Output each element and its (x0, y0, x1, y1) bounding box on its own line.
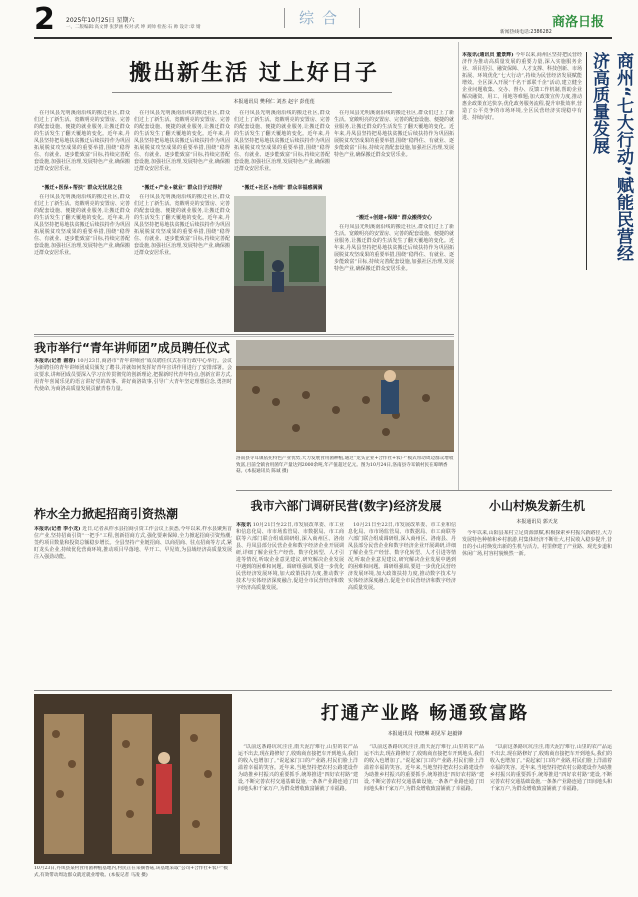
main-byline: 本报通讯员 樊利仁 刘杰 赵宇 彭莲莲 (233, 99, 315, 105)
shangzhou-body (462, 52, 582, 486)
page-number: 2 (34, 2, 55, 37)
section-title-box (284, 8, 360, 28)
main-col-1: 在丹凤县光明溪南沿线的搬迁社区,群众们过上了新生活。宽敞明亮的安置房、完善的配套设施、便捷的就业服务,让搬迁群众的生活发生了翻天覆地的变化。近年来,丹凤县坚持把易地扶贫搬迁后续扶持作为巩固拓展脱贫攻坚成果的重要举措,围绕“稳得住、有就业、逐步能致富”目标,持续完善配套设施,加强社区治理,发展特色产业,确保搬迁群众安居乐业。 (34, 110, 130, 172)
subhead-4: “搬迁+创建+保障” 群众搬得安心 (356, 215, 432, 221)
zhaoshang-paragraph: 近日,记者从柞水县招商引资工作会议上获悉,今年以来,柞水县聚焦首位产业,坚持招商引资“一把手”工程,创新招商方式,强化要素保障,全力掀起招商引资热潮,签约项目数量和投资总额稳步增长。全县坚持产业链招商、以商招商、驻点招商等方式,紧盯龙头企业,持续优化营商环境,推动项目早落地、早开工、早见效,为县域经济高质量发展注入强劲动能。 (34, 526, 232, 560)
qingnian-byline: 本报讯(记者 谢春) (34, 358, 76, 364)
qingnian-body (34, 358, 232, 498)
zhaoshang-body (34, 526, 232, 682)
main-bottom-rule (34, 334, 454, 335)
mushroom-harvest-caption: 10月23日,丹凤县某村食用菌种植基地内,村民正在采摘香菇,该基地采取“公司+合作社+农户”模式,有效带动周边群众就近就业增收。(本报记者 马凌 摄) (34, 866, 228, 878)
main-col-4b: 在丹凤县光明溪南沿线的搬迁社区,群众们过上了新生活。宽敞明亮的安置房、完善的配套设施、便捷的就业服务,让搬迁群众的生活发生了翻天覆地的变化。近年来,丹凤县坚持把易地扶贫搬迁后续扶持作为巩固拓展脱贫攻坚成果的重要举措,围绕“稳得住、有就业、逐步能致富”目标,持续完善配套设施,加强社区治理,发展特色产业,确保搬迁群众安居乐业。 (334, 224, 454, 272)
mushroom-drying-caption: 洛南县寺耳镇依托特色产业优势,大力发展食用菌种植,通过“龙头企业+合作社+农户”模式带动周边群众增收致富,目前全镇食用菌年产量达到2000余吨,年产值超过亿元。图为10月24日,洛南县寺耳镇村民在晾晒香菇。(本报通讯员 陈诚 摄) (236, 456, 454, 474)
qingnian-paragraph: 10月23日,商洛市“青年讲师团”成员聘任仪式在市行政中心举行。会议为新聘任的青年讲师团成员颁发了聘书,并就如何发挥好青年宣讲作用进行了安排部署。会议要求,讲师团成员要深入学习宣传贯彻党的创新理论,把握新时代青年特点,创新宣讲方式,用青年喜闻乐见的语言讲好党的故事、讲好商洛故事,引导广大青年坚定理想信念,勇担时代使命,为商洛高质量发展贡献青春力量。 (34, 358, 232, 392)
mushroom-harvest-photo (34, 694, 232, 864)
bottom-headline: 打通产业路 畅通致富路 (320, 703, 530, 724)
shuzi-headline: 我市六部门调研民营(数字)经济发展 (250, 499, 442, 513)
right-column-divider (458, 42, 459, 490)
shangzhou-byline: 本报讯(通讯员 董景辉) (462, 52, 514, 58)
subhead-3: “搬迁+社区+治理” 群众幸福感满满 (241, 185, 323, 191)
phone-line: 新闻热线电话:2386282 (500, 30, 552, 35)
mushroom-harvest-illustration (34, 694, 232, 864)
section-title: 综合 (298, 9, 345, 27)
main-col-4: 在丹凤县光明溪南沿线的搬迁社区,群众们过上了新生活。宽敞明亮的安置房、完善的配套设施、便捷的就业服务,让搬迁群众的生活发生了翻天覆地的变化。近年来,丹凤县坚持把易地扶贫搬迁后续扶持作为巩固拓展脱贫攻坚成果的重要举措,围绕“稳得住、有就业、逐步能致富”目标,持续完善配套设施,加强社区治理,发展特色产业,确保搬迁群众安居乐业。 (334, 110, 454, 158)
paper-name: 商洛日报 (552, 15, 605, 30)
mushroom-drying-photo (236, 340, 454, 452)
qingnian-headline: 我市举行“青年讲师团”成员聘任仪式 (34, 341, 230, 355)
main-col-3: 在丹凤县光明溪南沿线的搬迁社区,群众们过上了新生活。宽敞明亮的安置房、完善的配套设施、便捷的就业服务,让搬迁群众的生活发生了翻天覆地的变化。近年来,丹凤县坚持把易地扶贫搬迁后续扶持作为巩固拓展脱贫攻坚成果的重要举措,围绕“稳得住、有就业、逐步能致富”目标,持续完善配套设施,加强社区治理,发展特色产业,确保搬迁群众安居乐业。 (234, 110, 330, 172)
shuzi-paragraph-1: 10月21日至22日,市发展改革委、市工业和信息化局、市市场监管局、市数据局、市工商联等六部门联合组成调研组,深入商州区、洛南县、丹凤县部分民营企业和数字经济企业开展调研,详细了解企业生产经营、数字化转型、人才引进等情况,听取企业意见建议,研究解决企业发展中遇到的困难和问题。调研组强调,要进一步优化民营经济发展环境,加大政策扶持力度,推动数字技术与实体经济深度融合,促进全市民营经济和数字经济高质量发展。 (236, 522, 344, 591)
bottom-col-2: “以前这条路坑坑洼洼,雨天泥泞难行,山里的农产品运不出去,现在路修好了,收购商直接把车开到地头,我们的收入也增加了。”说起家门口的产业路,村民们脸上洋溢着幸福的笑容。近年来,当地坚持把农村公路建设作为助推乡村振兴的重要抓手,统筹推进“四好农村路”建设,不断完善农村交通基础设施,一条条产业路连通了田间地头和千家万户,为群众增收致富铺就了幸福路。 (364, 744, 484, 792)
main-col-1b: 在丹凤县光明溪南沿线的搬迁社区,群众们过上了新生活。宽敞明亮的安置房、完善的配套设施、便捷的就业服务,让搬迁群众的生活发生了翻天覆地的变化。近年来,丹凤县坚持把易地扶贫搬迁后续扶持作为巩固拓展脱贫攻坚成果的重要举措,围绕“稳得住、有就业、逐步能致富”目标,持续完善配套设施,加强社区治理,发展特色产业,确保搬迁群众安居乐业。 (34, 194, 130, 256)
factory-photo (234, 196, 326, 332)
shuzi-byline: 本报讯 (236, 522, 252, 528)
xiaoshancun-byline: 本报通讯员 郭天龙 (516, 519, 558, 525)
main-col-2b: 在丹凤县光明溪南沿线的搬迁社区,群众们过上了新生活。宽敞明亮的安置房、完善的配套设施、便捷的就业服务,让搬迁群众的生活发生了翻天覆地的变化。近年来,丹凤县坚持把易地扶贫搬迁后续扶持作为巩固拓展脱贫攻坚成果的重要举措,围绕“稳得住、有就业、逐步能致富”目标,持续完善配套设施,加强社区治理,发展特色产业,确保搬迁群众安居乐业。 (134, 194, 230, 256)
mushroom-drying-illustration (236, 340, 454, 452)
main-col-2: 在丹凤县光明溪南沿线的搬迁社区,群众们过上了新生活。宽敞明亮的安置房、完善的配套设施、便捷的就业服务,让搬迁群众的生活发生了翻天覆地的变化。近年来,丹凤县坚持把易地扶贫搬迁后续扶持作为巩固拓展脱贫攻坚成果的重要举措,围绕“稳得住、有就业、逐步能致富”目标,持续完善配套设施,加强社区治理,发展特色产业,确保搬迁群众安居乐业。 (134, 110, 230, 172)
subhead-1: “搬迁+医保+帮扶” 群众无忧居之住 (41, 185, 123, 191)
date-line: 2025年10月25日 星期六 (66, 17, 135, 24)
side-banner (586, 52, 633, 270)
main-bottom-rule-2 (34, 336, 454, 337)
masthead-rule (34, 37, 612, 39)
bottom-col-1: “以前这条路坑坑洼洼,雨天泥泞难行,山里的农产品运不出去,现在路修好了,收购商直接把车开到地头,我们的收入也增加了。”说起家门口的产业路,村民们脸上洋溢着幸福的笑容。近年来,当地坚持把农村公路建设作为助推乡村振兴的重要抓手,统筹推进“四好农村路”建设,不断完善农村交通基础设施,一条条产业路连通了田间地头和千家万户,为群众增收致富铺就了幸福路。 (238, 744, 358, 792)
shuzi-col-1 (236, 522, 344, 686)
subhead-2: “搬迁+产业+就业” 群众日子过得好 (141, 185, 223, 191)
headline-underline (112, 92, 392, 93)
bottom-col-3: “以前这条路坑坑洼洼,雨天泥泞难行,山里的农产品运不出去,现在路修好了,收购商直接把车开到地头,我们的收入也增加了。”说起家门口的产业路,村民们脸上洋溢着幸福的笑容。近年来,当地坚持把农村公路建设作为助推乡村振兴的重要抓手,统筹推进“四好农村路”建设,不断完善农村交通基础设施,一条条产业路连通了田间地头和千家万户,为群众增收致富铺就了幸福路。 (490, 744, 612, 792)
main-headline: 搬出新生活 过上好日子 (129, 61, 379, 86)
zhaoshang-byline: 本报讯(记者 李小龙) (34, 526, 81, 532)
bottom-top-rule (34, 690, 612, 691)
zhaoshang-headline: 柞水全力掀起招商引资热潮 (34, 507, 179, 521)
xiaoshancun-body: 今年以来,山阳县某村立足资源禀赋,积极探索乡村振兴新路径,大力发展特色种植和乡村旅游,村集体经济不断壮大,村民收入稳步提升,昔日的小山村焕发出新的生机与活力。村里修建了产业路、观光步道和休闲广场,村容村貌焕然一新。 (462, 530, 612, 557)
sub-line: 一、二版编辑:高文博 张梦涵 校对:武 坤 刘帅 检查:石 帅 设计:章 婧 (66, 25, 201, 30)
side-banner-text: 商州“七大行动”赋能民营经济高质量发展 (589, 52, 633, 262)
shuzi-col-2: 10月21日至22日,市发展改革委、市工业和信息化局、市市场监管局、市数据局、市工商联等六部门联合组成调研组,深入商州区、洛南县、丹凤县部分民营企业和数字经济企业开展调研,详细了解企业生产经营、数字化转型、人才引进等情况,听取企业意见建议,研究解决企业发展中遇到的困难和问题。调研组强调,要进一步优化民营经济发展环境,加大政策扶持力度,推动数字技术与实体经济深度融合,促进全市民营经济和数字经济高质量发展。 (348, 522, 456, 591)
xiaoshancun-headline: 小山村焕发新生机 (488, 499, 585, 513)
shangzhou-paragraph: 今年以来,商州区坚持把民营经济作为推动高质量发展的重要力量,深入实施服务企业、项目招引、融资保障、人才支撑、科技创新、市场拓展、环境优化“七大行动”,持续为民营经济发展赋能增效。全区深入开展“千名干部联千企”活动,建立健全企业问题收集、交办、督办、反馈工作机制,帮助企业解决融资、用工、用地等难题;加大政策宣传力度,推动惠企政策直达快享;优化政务服务流程,提升审批效率,营造了公平竞争的市场环境,全区民营经济实现稳中有进、持续向好。 (462, 52, 582, 121)
bottom-byline: 本报通讯员 代晓琳 胡见军 赵毅锋 (387, 731, 463, 737)
xiaoshancun-top-rule (462, 490, 612, 491)
factory-illustration (234, 196, 326, 332)
masthead (0, 0, 638, 40)
